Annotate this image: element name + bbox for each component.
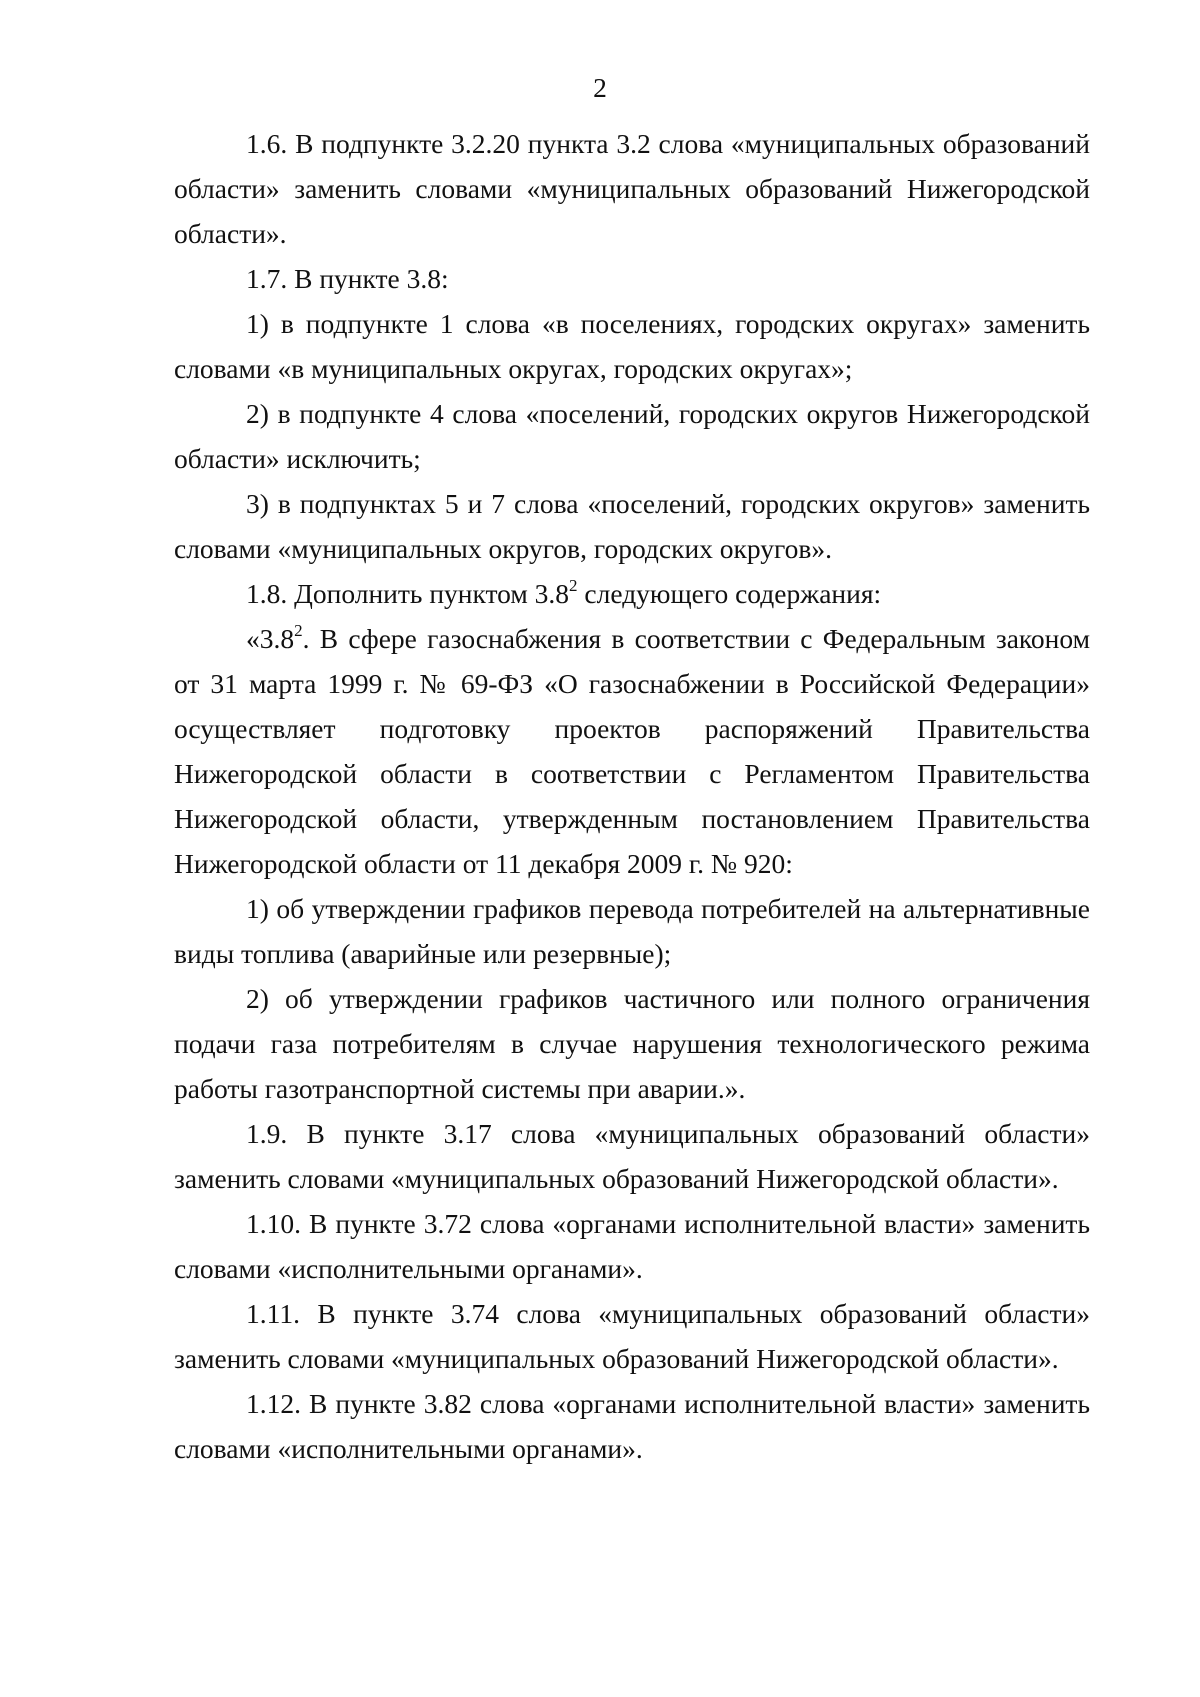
superscript: 2 xyxy=(294,620,303,640)
superscript: 2 xyxy=(569,575,578,595)
paragraph-1-11: 1.11. В пункте 3.74 слова «муниципальных образований области» заменить словами «муниципальных образований Нижегородской области». xyxy=(174,1298,1090,1374)
paragraph-3-8-2-quote: «$3.8^2$. В сфере газоснабжения в соответствии с Федеральным законом от 31 марта 1999 г. № 69-ФЗ «О газоснабжении в Российской Федерации» осуществляет подготовку проектов распоряжений Правительства Нижегородской области в соответствии с Регламентом Правительства Нижегородской области, утвержденным постановлением Правительства Нижегородской области от 11 декабря 2009 г. № 920: xyxy=(174,620,1090,879)
document-body xyxy=(174,121,1090,1471)
paragraph-3-8-2-item-2: 2) об утверждении графиков частичного или полного ограничения подачи газа потребителям в случае нарушения технологического режима работы газотранспортной системы при аварии.». xyxy=(174,983,1090,1104)
paragraph-1-6: 1.6. В подпункте 3.2.20 пункта 3.2 слова «муниципальных образований области» заменить словами «муниципальных образований Нижегородской области». xyxy=(174,128,1090,249)
paragraph-1-8: 1.8. Дополнить пунктом $3.8^2$ следующего содержания: xyxy=(246,575,882,609)
paragraph-1-7-item-3: 3) в подпунктах 5 и 7 слова «поселений, городских округов» заменить словами «муниципальных округов, городских округов». xyxy=(174,488,1090,564)
paragraph-1-7: 1.7. В пункте 3.8: xyxy=(246,263,449,294)
page-number: 2 xyxy=(593,72,607,103)
paragraph-1-10: 1.10. В пункте 3.72 слова «органами исполнительной власти» заменить словами «исполнительными органами». xyxy=(174,1208,1090,1284)
paragraph-1-12: 1.12. В пункте 3.82 слова «органами исполнительной власти» заменить словами «исполнительными органами». xyxy=(174,1388,1090,1464)
paragraph-1-7-item-2: 2) в подпункте 4 слова «поселений, городских округов Нижегородской области» исключить; xyxy=(174,398,1090,474)
paragraph-1-7-item-1: 1) в подпункте 1 слова «в поселениях, городских округах» заменить словами «в муниципальных округах, городских округах»; xyxy=(174,308,1090,384)
paragraph-1-9: 1.9. В пункте 3.17 слова «муниципальных образований области» заменить словами «муниципальных образований Нижегородской области». xyxy=(174,1118,1090,1194)
paragraph-3-8-2-item-1: 1) об утверждении графиков перевода потребителей на альтернативные виды топлива (аварийные или резервные); xyxy=(174,893,1090,969)
